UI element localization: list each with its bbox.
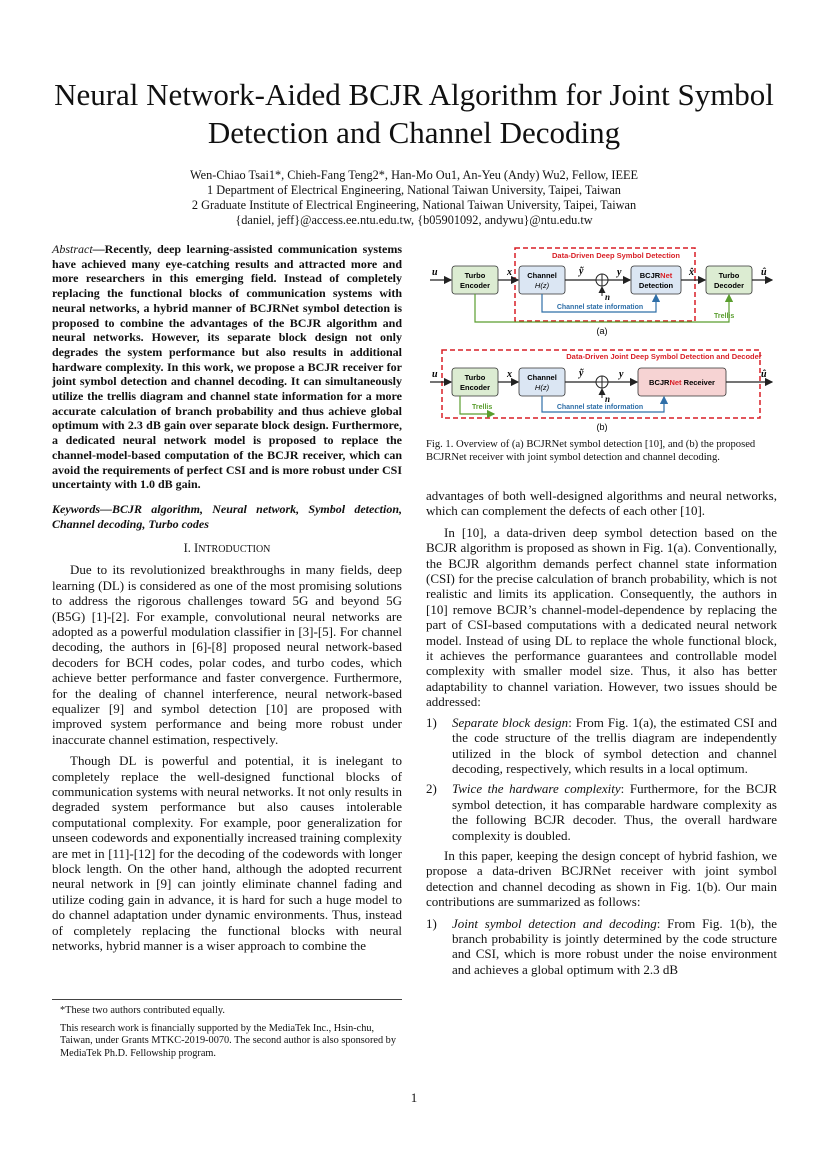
section-heading-introduction: I. INTRODUCTION — [183, 541, 271, 556]
fig-b-label: (b) — [596, 422, 608, 432]
fig-b-n: n — [605, 394, 611, 404]
fig-b-uhat: û — [761, 369, 767, 380]
svg-text:Decoder: Decoder — [713, 281, 745, 290]
svg-text:Encoder: Encoder — [459, 383, 491, 392]
right-paragraph-2: In [10], a data-driven deep symbol detection based on the BCJR algorithm is proposed as shown in Fig. 1(a). Conventionally, the BCJR algorithm demands perfect channel state information (CSI) for the precise calculation of branch probability, which is not realistic and limits its application. Consequently, the authors in [10] remove BCJR’s channel-model-dependence by replacing the part of CSI-based computations with a dedicated neural network model. Instead of using DL to replace the whole functional block, it achieves the performance guarantees and controllable model complexity with smaller model size. Thus, it also has better adaptability to channel variation. However, two issues should be addressed: — [426, 524, 777, 710]
intro-paragraph-1: Due to its revolutionized breakthroughs in many fields, deep learning (DL) is considered as one of the most promising solutions to address the rigorous challenges toward 5G and beyond 5G (B5G) [1]-[2]. For example, convolutional neural networks are adopted as a powerful modulation classifier in [3]-[5]. For channel decoding, the authors in [6]-[8] proposed neural network-based decoders for BCH codes, polar codes, and turbo codes, which achieve better performance and faster convergence. Furthermore, for the dealing of channel interference, neural network-based equalizer [9] and symbol detection [10] are proposed with improved system performance and being more robust under inaccurate channel estimation, respectively. — [52, 562, 402, 747]
affiliation-2: 2 Graduate Institute of Electrical Engineering, National Taiwan University, Taipei, Taiwan — [191, 198, 637, 212]
fig-a-csi-label: Channel state information — [556, 304, 644, 311]
figure-1-caption: Fig. 1. Overview of (a) BCJRNet symbol detection [10], and (b) the proposed BCJRNet receiver with joint symbol detection and channel decoding. — [426, 439, 756, 463]
svg-text:H(z): H(z) — [534, 383, 550, 392]
footnote-rule — [52, 999, 402, 1000]
svg-text:Channel: Channel — [527, 373, 557, 382]
fig-b-csi-label: Channel state information — [556, 404, 644, 411]
figure-1 — [424, 244, 776, 464]
footnotes — [60, 1005, 402, 1065]
fig-b-y: y — [619, 369, 624, 380]
fig-a-uhat: û — [761, 267, 767, 278]
abstract-text: —Recently, deep learning-assisted communication systems have achieved many eye-catching results and attracted more and more researchers in this emerging field. Instead of completely replacing the functional blocks of communication systems with neural networks, a hybrid manner of BCJRNet symbol detection is proposed to combine the advantages of the BCJR algorithm and neural networks. However, its separate block design not only degrades the system performance but also results in additional hardware complexity. In this work, we propose a BCJR receiver for joint symbol detection and channel decoding. It can simultaneously utilize the trellis diagram and channel state information for a more accurate calculation of branch probability and thus achieve global optimum with 2.3 dB gain over separate block design. Furthermore, a dedicated neural network model is proposed to replace the channel-model-based computation of the BCJR receiver, which can avoid the requirements of perfect CSI and is more robust under CSI uncertainty with 1.0 dB gain. — [52, 242, 402, 492]
keywords: Keywords—BCJR algorithm, Neural network, Symbol detection, Channel decoding, Turbo codes — [52, 501, 402, 531]
svg-text:H(z): H(z) — [534, 281, 550, 290]
fig-a-n: n — [605, 292, 611, 302]
svg-text:Channel: Channel — [527, 271, 557, 280]
fig-b-x: x — [507, 369, 512, 380]
paper-title: Neural Network-Aided BCJR Algorithm for Joint Symbol Detection and Channel Decoding — [54, 77, 774, 150]
abstract — [52, 242, 402, 492]
fig-a-header: Data-Driven Deep Symbol Detection — [552, 251, 680, 260]
right-intro-continuation: advantages of both well-designed algorithms and neural networks, which can complement the defects of each other [10]. — [426, 488, 777, 519]
issue-item-1: 1) Separate block design: From Fig. 1(a), the estimated CSI and the code structure of the trellis diagram are independently utilized in the block of symbol detection and channel decoding, respectively, which results in a local optimum. — [426, 714, 777, 776]
left-column — [52, 242, 402, 954]
fig-b-u: u — [432, 369, 438, 380]
author-block — [60, 168, 768, 228]
affiliation-1: 1 Department of Electrical Engineering, National Taiwan University, Taipei, Taiwan — [207, 183, 621, 197]
fig-a-y: y — [617, 267, 622, 278]
fig-b-header: Data-Driven Joint Deep Symbol Detection and Decoder — [566, 352, 762, 361]
footnote-equal-contribution: *These two authors contributed equally. — [60, 1005, 225, 1016]
right-column — [426, 488, 777, 982]
intro-paragraph-2: Though DL is powerful and potential, it is inelegant to completely replace the well-designed functional blocks of communication systems with neural networks. It not only results in degraded system performance but also causes intolerable computational complexity. For example, poor generalization for unseen codewords and exponentially increased training complexity are met in [11]-[12] for the decoding of the codewords with longer block length. On the other hand, although the adopted recurrent neural network in [9] can jointly eliminate channel fading and utilize coding gain in advance, it is hard for such a huge model to do channel adaptation under dynamic environments. Thus, instead of completely replacing the functional blocks with neural networks, hybrid manner is a wiser approach to combine the — [52, 753, 402, 954]
fig-a-ytilde: ỹ — [579, 266, 584, 277]
svg-text:Turbo: Turbo — [464, 373, 486, 382]
fig-b-trellis-label: Trellis — [472, 404, 493, 411]
footnote-funding: This research work is financially supported by the MediaTek Inc., Hsin-chu, Taiwan, under Grants MTKC-2019-0070. The second author is also sponsored by MediaTek Ph.D. Fellowship program. — [60, 1022, 396, 1059]
fig-a-label: (a) — [596, 326, 608, 336]
fig-a-u: u — [432, 267, 438, 278]
contribution-item-1: 1) Joint symbol detection and decoding: From Fig. 1(b), the branch probability is jointly determined by the code structure and CSI, which is more robust under the noise environment and achieves a global optimum with 2.3 dB — [426, 915, 778, 977]
issue-item-2: 2) Twice the hardware complexity: Furthermore, for the BCJR symbol detection, it has comparable hardware complexity as the following BCJR decoder. Thus, the overall hardware complexity is doubled. — [426, 781, 777, 843]
svg-text:BCJRNet Receiver: BCJRNet Receiver — [649, 378, 715, 387]
fig-a-xhat: x̂ — [689, 267, 694, 278]
fig-a-trellis-label: Trellis — [714, 313, 735, 320]
fig-b-ytilde: ỹ — [579, 368, 584, 379]
fig-a-x: x — [507, 267, 512, 278]
svg-text:Encoder: Encoder — [459, 281, 491, 290]
author-emails: {daniel, jeff}@access.ee.ntu.edu.tw, {b05901092, andywu}@ntu.edu.tw — [235, 213, 593, 227]
svg-text:BCJRNet: BCJRNet — [639, 271, 673, 280]
svg-text:Detection: Detection — [638, 281, 674, 290]
svg-text:Turbo: Turbo — [718, 271, 740, 280]
abstract-label: Abstract — [52, 242, 93, 256]
svg-text:Turbo: Turbo — [464, 271, 486, 280]
author-names: Wen-Chiao Tsai1*, Chieh-Fang Teng2*, Han-Mo Ou1, An-Yeu (Andy) Wu2, Fellow, IEEE — [190, 168, 638, 182]
right-paragraph-3: In this paper, keeping the design concept of hybrid fashion, we propose a data-driven BCJRNet receiver with joint symbol detection and channel decoding as shown in Fig. 1(b). Our main contributions are summarized as follows: — [426, 847, 777, 910]
page-number: 1 — [410, 1090, 418, 1105]
